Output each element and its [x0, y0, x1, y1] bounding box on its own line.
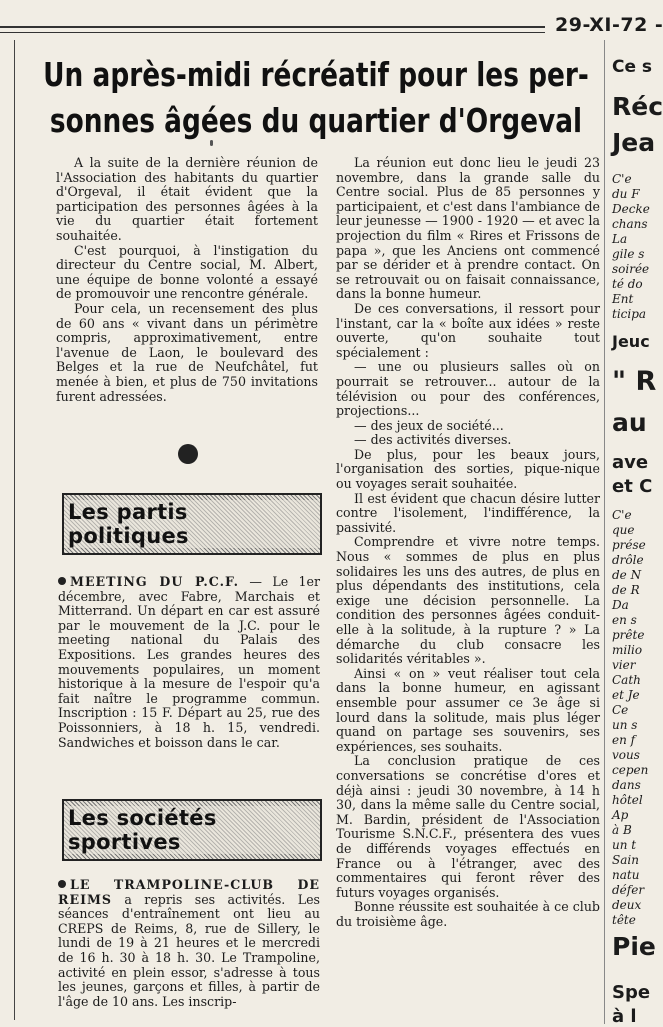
side-text-fragment: à B	[612, 823, 632, 837]
paragraph: Comprendre et vivre notre temps. Nous « sommes de plus en plus solidaires les uns des autres, de plus en plus dépendants des institutions, cela exige une décision personnelle. La condition des personnes âgées conduit-elle à la solitude, à la rupture ? » La démarche du club consacre les solidarités véritables ».	[336, 534, 600, 667]
politique-column	[58, 575, 320, 750]
paragraph: A la suite de la dernière réunion de l'Association des habitants du quartier d'Orgeval, il était évident que la participation des personnes âgées à la vie du quartier était fortement souhaitée.	[56, 155, 318, 243]
announcement-text: — Le 1er décembre, avec Fabre, Marchais et Mitterrand. Un départ en car est assuré par le mouvement de la J.C. pour le meeting national du Palais des Expositions. Les grandes heures des mouvements populaires, un moment historique à la mesure de l'espoir qu'a fait naître le programme commun. Inscription : 15 F. Départ au 25, rue des Poissonniers, à 18 h. 15, vendredi. Sandwiches et boisson dans le car.	[58, 574, 321, 750]
side-text-fragment: hôtel	[612, 793, 643, 807]
side-text-fragment: en f	[612, 733, 636, 747]
column-divider	[604, 40, 605, 1024]
side-text-fragment: au	[612, 408, 647, 437]
announcement	[58, 575, 320, 750]
side-text-fragment: en s	[612, 613, 637, 627]
side-text-fragment: ave	[612, 452, 649, 473]
side-text-fragment: soirée	[612, 262, 650, 276]
side-text-fragment: gile s	[612, 247, 645, 261]
side-text-fragment: un s	[612, 718, 638, 732]
side-text-fragment: tête	[612, 913, 636, 927]
side-text-fragment: prête	[612, 628, 645, 642]
announcement-lead: MEETING DU P.C.F.	[70, 574, 240, 589]
article-column-1	[56, 156, 318, 404]
side-text-fragment: drôle	[612, 553, 644, 567]
side-text-fragment: que	[612, 523, 635, 537]
side-text-fragment: " R	[612, 366, 657, 397]
side-text-fragment: Ent	[612, 292, 634, 306]
paragraph: De plus, pour les beaux jours, l'organisation des sorties, pique-nique ou voyages serait souhaitée.	[336, 446, 600, 492]
announcement	[58, 878, 320, 1009]
section-heading-sport	[62, 799, 322, 861]
side-text-fragment: Ce	[612, 703, 629, 717]
announcement-lead: LE TRAMPOLINE-CLUB DE REIMS	[58, 877, 320, 907]
side-text-fragment: chans	[612, 217, 648, 231]
side-text-fragment: milio	[612, 643, 643, 657]
side-text-fragment: ticipa	[612, 307, 647, 321]
side-text-fragment: Ap	[612, 808, 629, 822]
section-heading-text: Les partis politiques	[64, 500, 320, 548]
issue-date: 29-XI-72 -	[555, 14, 663, 36]
side-text-fragment: deux	[612, 898, 642, 912]
side-text-fragment: Decke	[612, 202, 650, 216]
side-text-fragment: cepen	[612, 763, 649, 777]
side-text-fragment: C'e	[612, 172, 632, 186]
side-text-fragment: vous	[612, 748, 640, 762]
separator-dot	[178, 444, 198, 464]
paragraph: La conclusion pratique de ces conversations se concrétise d'ores et déjà ainsi : jeudi 30 novembre, à 14 h 30, dans la même salle du Centre social, M. Bardin, président de l'Association Tourisme S.N.C.F., présentera des vues de différends voyages effectués en France ou à l'étranger, avec des commentaires qui feront rêver des futurs voyages organisés.	[336, 753, 600, 900]
section-heading-politique	[62, 493, 322, 555]
bullet-icon	[58, 880, 66, 888]
paragraph: Il est évident que chacun désire lutter contre l'isolement, l'indifférence, la passivité.	[336, 490, 600, 535]
side-text-fragment: prése	[612, 538, 646, 552]
side-text-fragment: té do	[612, 277, 643, 291]
section-heading-text: Les sociétés sportives	[64, 806, 320, 854]
side-text-fragment: natu	[612, 868, 640, 882]
side-text-fragment: Ce s	[612, 57, 653, 77]
ornament	[210, 140, 213, 146]
side-text-fragment: Réc	[612, 92, 663, 121]
sport-column	[58, 878, 320, 1009]
paragraph: C'est pourquoi, à l'instigation du directeur du Centre social, M. Albert, une équipe de bonne volonté a essayé de promouvoir une rencontre générale.	[56, 242, 318, 302]
paragraph: Pour cela, un recensement des plus de 60 ans « vivant dans un périmètre compris, approximativement, entre l'avenue de Laon, le boulevard des Belges et la rue de Neufchâtel, fut menée à bien, et plus de 750 invitations furent adressées.	[56, 300, 318, 404]
top-rule	[0, 26, 545, 33]
title-line-1: Un après-midi récréatif pour les per-	[43, 55, 589, 94]
side-text-fragment: dans	[612, 778, 641, 792]
list-item: — des jeux de société...	[354, 417, 504, 433]
list-item: — une ou plusieurs salles où on pourrait se retrouver... autour de la télévision ou pour des conférences, projections...	[336, 359, 600, 419]
article-title	[40, 52, 592, 144]
adjacent-column-fragment	[612, 0, 663, 1027]
side-text-fragment: du F	[612, 187, 640, 201]
side-text-fragment: Cath	[612, 673, 641, 687]
side-text-fragment: Spe	[612, 982, 651, 1003]
side-text-fragment: Pie	[612, 932, 656, 961]
column-border	[0, 40, 15, 1020]
list-item: — des activités diverses.	[354, 432, 512, 448]
paragraph: Bonne réussite est souhaitée à ce club du troisième âge.	[336, 899, 600, 929]
paragraph: La réunion eut donc lieu le jeudi 23 novembre, dans la grande salle du Centre social. Plus de 85 personnes y participaient, et c'est dans l'ambiance de leur jeunesse — 1900 - 1920 — et avec la projection du film « Rires et Frissons de papa », que les Anciens ont commencé par se dérider et à prendre contact. On se retrouvait ou on faisait connaissance, dans la bonne humeur.	[336, 155, 600, 302]
side-text-fragment: un t	[612, 838, 637, 852]
side-text-fragment: et Je	[612, 688, 640, 702]
title-line-2: sonnes âgées du quartier d'Orgeval	[49, 101, 583, 140]
paragraph: De ces conversations, il ressort pour l'instant, car la « boîte aux idées » reste ouverte, qu'on souhaite tout spécialement :	[336, 300, 600, 360]
side-text-fragment: de N	[612, 568, 642, 582]
bullet-icon	[58, 577, 66, 585]
side-text-fragment: Da	[612, 598, 629, 612]
side-text-fragment: de R	[612, 583, 640, 597]
announcement-text: a repris ses activités. Les séances d'entraînement ont lieu au CREPS de Reims, 8, rue de Sillery, le lundi de 19 à 21 heures et le mercredi de 16 h. 30 à 18 h. 30. Le Trampoline, activité en plein essor, s'adresse à tous les jeunes, garçons et filles, à partir de l'âge de 10 ans. Les inscrip-	[58, 891, 320, 1009]
side-text-fragment: vier	[612, 658, 636, 672]
side-text-fragment: La	[612, 232, 628, 246]
side-text-fragment: C'e	[612, 508, 632, 522]
article-column-2	[336, 156, 600, 929]
side-text-fragment: Jeuc	[612, 332, 650, 351]
side-text-fragment: défer	[612, 883, 645, 897]
side-text-fragment: Sain	[612, 853, 639, 867]
side-text-fragment: Jea	[612, 128, 656, 157]
side-text-fragment: et C	[612, 476, 653, 497]
side-text-fragment: à l	[612, 1006, 637, 1027]
paragraph: Ainsi « on » veut réaliser tout cela dans la bonne humeur, en agissant ensemble pour assumer ce 3e âge si lourd dans la solitude, mais plus léger quand on partage ses souvenirs, ses expériences, ses souhaits.	[336, 665, 600, 754]
